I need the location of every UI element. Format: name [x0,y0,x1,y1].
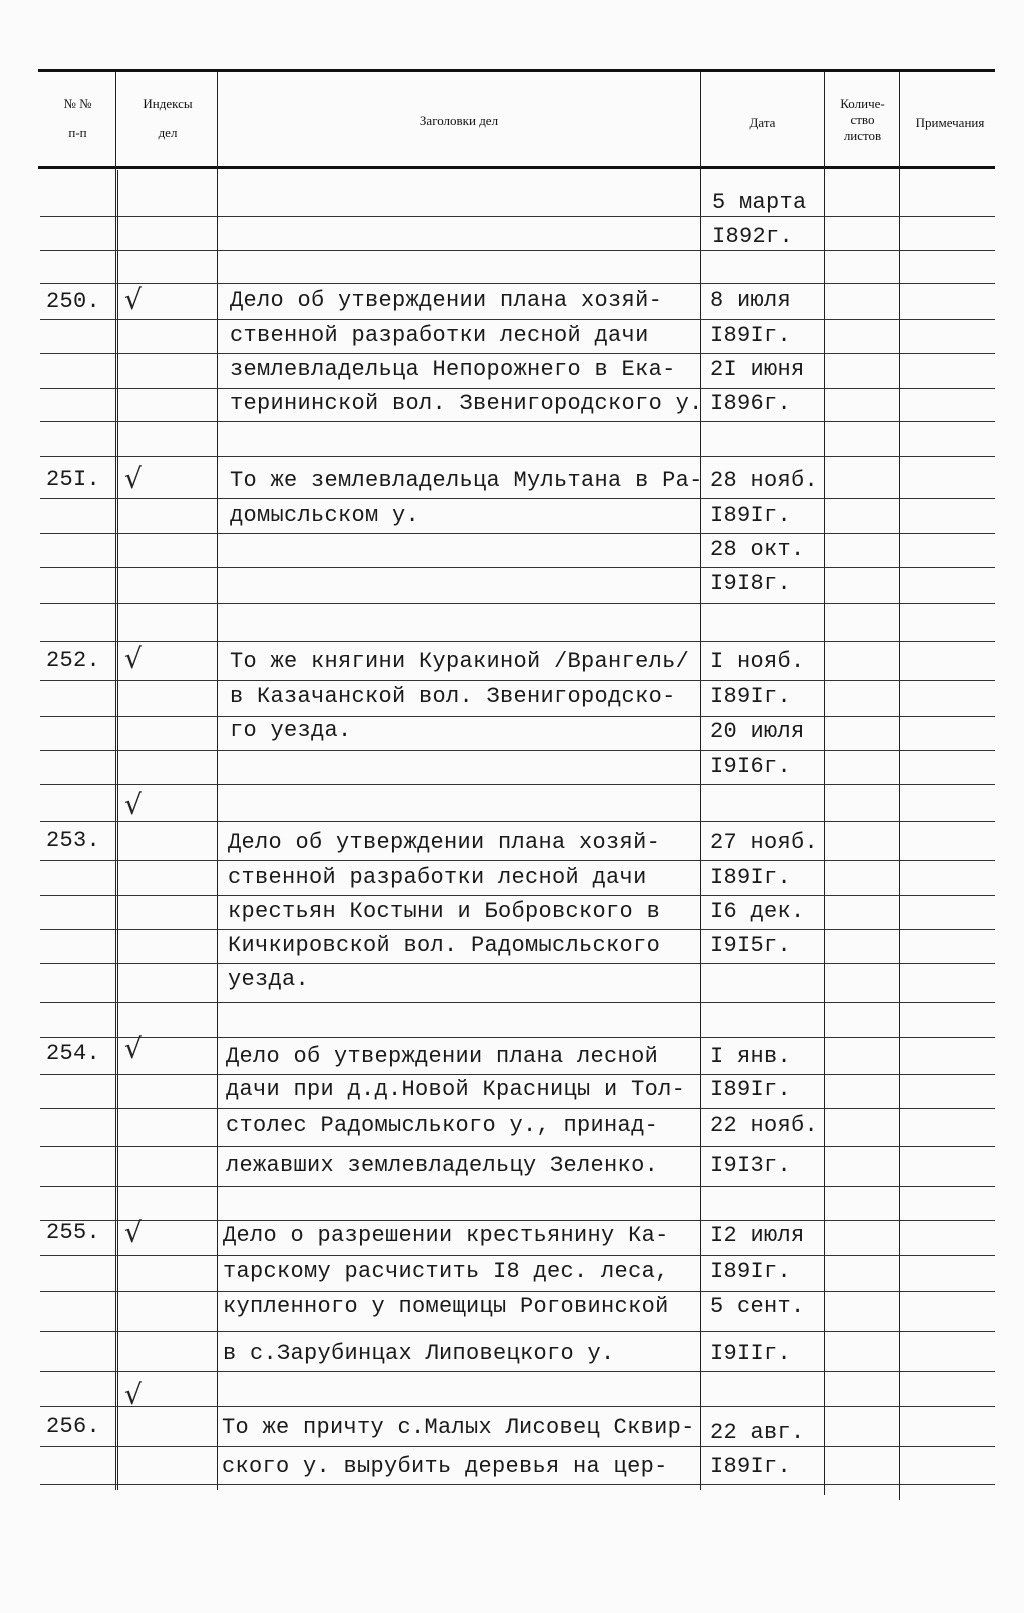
entry-title-line: То же землевладельца Мультана в Ра- [230,468,703,493]
entry-date-line: I нояб. [710,649,805,674]
entry-title-line: ственной разработки лесной дачи [230,323,649,348]
check-mark-icon: √ [124,1378,142,1411]
ruled-line [40,216,995,217]
entry-date-line: 28 нояб. [710,468,819,493]
entry-date-line: 8 июля [710,288,792,313]
ruled-line [40,1220,995,1221]
header-sheets [825,96,900,144]
ruled-line [40,388,995,389]
header-title: Заголовки дел [419,113,499,128]
header-sheets-1: Количе- [840,96,885,111]
entry-date-line: I9I3г. [710,1153,792,1178]
check-mark-icon: √ [124,1032,142,1065]
entry-date-line: I89Iг. [710,1259,792,1284]
ruled-line [40,1074,995,1075]
header-date: Дата [749,115,776,130]
entry-title-line: То же причту с.Малых Лисовец Сквир- [222,1415,695,1440]
entry-date-line: 22 авг. [710,1420,805,1445]
ruled-line [40,963,995,964]
header-index-label: Индексы [143,96,193,111]
entry-date-line: 28 окт. [710,537,805,562]
entry-date-line: I89Iг. [710,684,792,709]
ruled-line [40,1406,995,1407]
entry-title-line: землевладельца Непорожнего в Ека- [230,357,676,382]
header-bottom-rule [38,166,995,169]
column-rule [117,170,118,1490]
entry-title-line: купленного у помещицы Роговинской [223,1294,669,1319]
ruled-line [40,821,995,822]
header-sheets-3: листов [843,128,882,143]
entry-number: 255. [46,1220,101,1245]
entry-date-line: I9I8г. [710,571,792,596]
ruled-line [40,784,995,785]
entry-title-line: уезда. [228,967,310,992]
ruled-line [40,716,995,717]
entry-title-line: терининской вол. Звенигородского у. [230,391,703,416]
check-mark-icon: √ [124,1216,142,1249]
entry-date-line: I89Iг. [710,323,792,348]
entry-number: 25I. [46,467,101,492]
ruled-line [40,1037,995,1038]
entry-date-line: I9I6г. [710,754,792,779]
date-line: I892г. [712,224,794,249]
header-index [118,95,218,141]
ruled-line [40,421,995,422]
entry-date-line: 5 сент. [710,1294,805,1319]
column-rule [700,72,701,1490]
ruled-line [40,533,995,534]
entry-title-line: Кичкировской вол. Радомысльского [228,933,661,958]
ruled-line [40,353,995,354]
entry-title-line: Дело об утверждении плана хозяй- [228,830,661,855]
entry-number: 252. [46,648,101,673]
ruled-line [40,895,995,896]
entry-title-line: домысльском у. [230,503,420,528]
entry-title-line: го уезда. [230,718,352,743]
check-mark-icon: √ [124,642,142,675]
entry-date-line: I янв. [710,1044,792,1069]
ruled-line [40,641,995,642]
ruled-line [40,1371,995,1372]
check-mark-icon: √ [124,788,142,821]
entry-date-line: I9IIг. [710,1341,792,1366]
ruled-line [40,860,995,861]
entry-date-line: 22 нояб. [710,1113,819,1138]
header-number-sub: п-п [68,125,87,140]
entry-number: 250. [46,289,101,314]
entry-date-line: 27 нояб. [710,830,819,855]
ruled-line [40,1484,995,1485]
header-number [40,95,115,141]
date-line: 5 марта [712,190,807,215]
ruled-line [40,603,995,604]
ruled-line [40,1186,995,1187]
entry-date-line: I89Iг. [710,1077,792,1102]
ruled-line [40,319,995,320]
ruled-line [40,1446,995,1447]
header-number-label: № № [63,96,92,111]
ruled-line [40,750,995,751]
entry-title-line: в с.Зарубинцах Липовецкого у. [223,1341,615,1366]
check-mark-icon: √ [124,462,142,495]
entry-title-line: тарскому расчистить I8 дес. леса, [223,1259,669,1284]
ruled-line [40,1291,995,1292]
ruled-line [40,1108,995,1109]
ruled-line [40,250,995,251]
ruled-line [40,1331,995,1332]
header-notes: Примечания [915,115,985,130]
ruled-line [40,1255,995,1256]
ruled-line [40,283,995,284]
ruled-line [40,567,995,568]
entry-date-line: I9I5г. [710,933,792,958]
entry-date-line: I89Iг. [710,865,792,890]
entry-date-line: I89Iг. [710,1454,792,1479]
entry-title-line: Дело об утверждении плана хозяй- [230,288,663,313]
entry-number: 256. [46,1414,101,1439]
entry-date-line: I896г. [710,391,792,416]
entry-title-line: лежавших землевладельцу Зеленко. [226,1153,659,1178]
entry-number: 254. [46,1041,101,1066]
entry-title-line: Дело об утверждении плана лесной [226,1044,659,1069]
entry-title-line: Дело о разрешении крестьянину Ка- [223,1223,669,1248]
entry-title-line: ственной разработки лесной дачи [228,865,647,890]
entry-date-line: I89Iг. [710,503,792,528]
check-mark-icon: √ [124,283,142,316]
entry-title-line: То же княгини Куракиной /Врангель/ [230,649,690,674]
entry-date-line: I2 июля [710,1223,805,1248]
ruled-line [40,498,995,499]
ruled-line [40,680,995,681]
ruled-line [40,1002,995,1003]
header-index-sub: дел [158,125,178,140]
column-rule [115,72,116,1490]
entry-title-line: в Казачанской вол. Звенигородско- [230,684,676,709]
entry-title-line: крестьян Костыни и Бобровского в [228,899,661,924]
entry-title-line: столес Радомыслького у., принад- [226,1113,659,1138]
column-rule [899,72,900,1500]
entry-title-line: дачи при д.д.Новой Красницы и Тол- [226,1077,686,1102]
ruled-line [40,929,995,930]
entry-number: 253. [46,828,101,853]
header-sheets-2: ство [850,112,875,127]
entry-title-line: ского у. вырубить деревья на цер- [222,1454,668,1479]
ruled-line [40,1146,995,1147]
entry-date-line: I6 дек. [710,899,805,924]
ruled-line [40,456,995,457]
column-rule [217,72,218,1490]
entry-date-line: 2I июня [710,357,805,382]
header-top-rule [38,69,995,72]
entry-date-line: 20 июля [710,719,805,744]
